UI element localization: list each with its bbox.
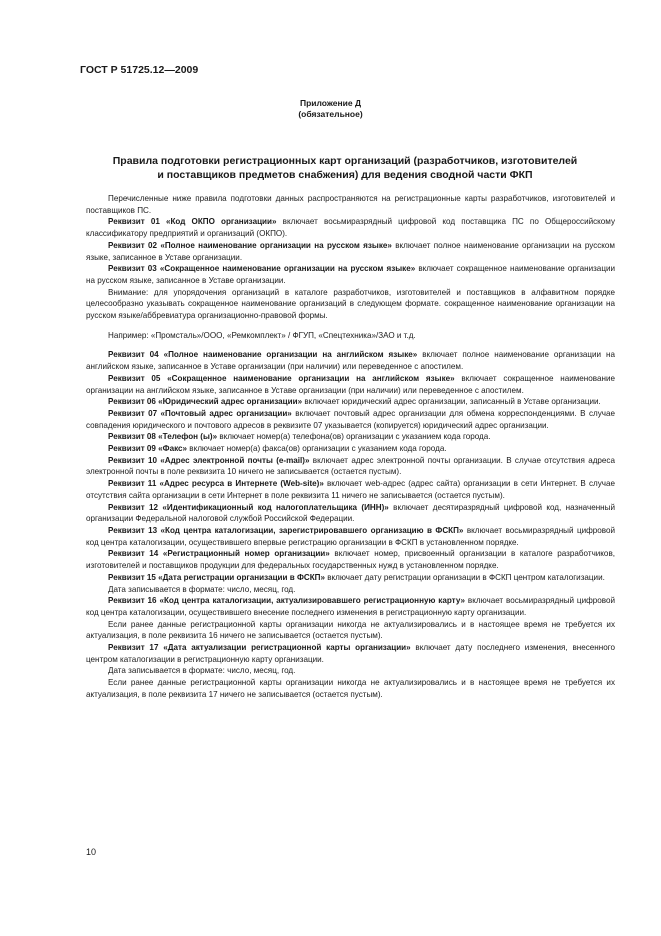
paragraph: [86, 263, 615, 286]
paragraph: [86, 455, 615, 478]
requisite-name: Реквизит 17 «Дата актуализации регистрационной карты организации»: [108, 643, 411, 653]
paragraph-text: включает сокращенное наименование организации на русском языке, записанное в Уставе организации.: [86, 264, 615, 285]
standard-header: ГОСТ Р 51725.12—2009: [80, 64, 199, 76]
paragraph-text: включает восьмиразрядный цифровой код поставщика ПС по Общероссийскому классификатору предприятий и организаций (ОКПО).: [86, 217, 615, 239]
paragraph-text: включает полное наименование организации на русском языке, записанное в Уставе организации.: [86, 240, 615, 262]
paragraph: [86, 240, 615, 263]
paragraph: [86, 216, 615, 239]
paragraph-text: включает номер(а) факса(ов) организации с указанием кода города.: [187, 444, 447, 454]
paragraph: [86, 572, 615, 584]
paragraph-text: включает номер, присвоенный организации в каталоге разработчиков, изготовителей и поставщиков продукции для федеральных государственных нужд в установленном порядке.: [86, 549, 615, 571]
paragraph: [86, 677, 615, 700]
paragraph: [86, 349, 615, 372]
paragraph-text: Внимание: для упорядочения организаций в каталоге разработчиков, изготовителей и поставщиков в алфавитном порядке целесообразно указывать сокращенное наименование организаций в следующем формате. сокращенное наименование организации на русском языке/аббревиатура организационно-правовой формы.: [86, 287, 615, 321]
paragraph-text: включает сокращенное наименование организации на английском языке, записанное в Уставе организации (при наличии) или переведенное с апостилем.: [86, 373, 615, 395]
requisite-name: Реквизит 13 «Код центра каталогизации, зарегистрировавшего организацию в ФСКП»: [108, 525, 464, 535]
paragraph: [86, 502, 615, 525]
paragraph-text: включает web-адрес (адрес сайта) организации в сети Интернет. В случае отсутствия сайта организации в сети Интернет в поле реквизита 11 ничего не записывается (остается пустым).: [86, 479, 615, 500]
paragraph-text: включает дату последнего изменения, внесенного центром каталогизации в регистрационную карту организации.: [86, 643, 615, 664]
requisite-name: Реквизит 11 «Адрес ресурса в Интернете (Web-site)»: [108, 479, 324, 489]
document-title: [90, 154, 600, 182]
requisite-name: Реквизит 01 «Код ОКПО организации»: [108, 217, 277, 227]
requisite-name: Реквизит 06 «Юридический адрес организации»: [108, 397, 303, 407]
requisite-name: Реквизит 15 «Дата регистрации организации в ФСКП»: [108, 572, 325, 582]
paragraph-text: Если ранее данные регистрационной карты организации никогда не актуализировались и в настоящее время не требуется их актуализация, в поле реквизита 17 ничего не записывается (остается пустым).: [86, 678, 615, 699]
paragraph-text: включает адрес электронной почты организации. В случае отсутствия адреса электронной почты в поле реквизита 10 ничего не записывается (остается пустым).: [86, 455, 615, 477]
paragraph-text: включает восьмиразрядный цифровой код центра каталогизации, осуществившего внесение последнего изменения в регистрационную карту организации.: [86, 596, 615, 617]
annex-heading: [0, 98, 661, 120]
annex-title: Приложение Д: [299, 98, 362, 108]
paragraph: [86, 330, 615, 342]
paragraph-text: Если ранее данные регистрационной карты организации никогда не актуализировались и в настоящее время не требуется их актуализация, в поле реквизита 16 ничего не записывается (остается пустым).: [86, 619, 615, 641]
paragraph-text: Дата записывается в формате: число, месяц, год.: [108, 666, 296, 676]
paragraph: [86, 525, 615, 548]
requisite-name: Реквизит 16 «Код центра каталогизации, актуализировавшего регистрационную карту»: [108, 596, 466, 606]
paragraph-text: включает дату регистрации организации в ФСКП центром каталогизации.: [324, 572, 605, 582]
requisite-name: Реквизит 10 «Адрес электронной почты (e-mail)»: [108, 455, 310, 465]
paragraph-text: включает полное наименование организации на английском языке, записанное в Уставе организации (при наличии) или переведенное с апостилем.: [86, 350, 616, 372]
paragraph: [86, 396, 615, 408]
paragraph-text: Например: «Промсталь»/ООО, «Ремкомплект» / ФГУП, «Спецтехника»/ЗАО и т.д.: [108, 330, 416, 340]
document-title-line-2: и поставщиков предметов снабжения) для ведения сводной части ФКП: [157, 169, 533, 181]
paragraph: [86, 595, 615, 618]
requisite-name: Реквизит 12 «Идентификационный код налогоплательщика (ИНН)»: [108, 502, 389, 512]
requisite-name: Реквизит 08 «Телефон (ы)»: [108, 432, 218, 442]
paragraph: [86, 431, 615, 443]
paragraph: [86, 287, 615, 322]
paragraph-text: включает восьмиразрядный цифровой код центра каталогизации, осуществившего впервые регистрацию организации в ФСКП в установленном порядке.: [86, 525, 615, 547]
paragraph-text: включает почтовый адрес организации для обмена корреспонденциями. В случае совпадения юридического и почтового адресов в реквизите 07 указывается (копируется) юридический адрес организации.: [86, 408, 615, 430]
document-title-line-1: Правила подготовки регистрационных карт организаций (разработчиков, изготовителей: [112, 155, 578, 167]
requisite-name: Реквизит 09 «Факс»: [108, 444, 188, 454]
paragraph-text: включает номер(а) телефона(ов) организации с указанием кода города.: [217, 432, 491, 442]
paragraph: [86, 584, 615, 596]
paragraph: [86, 373, 615, 396]
paragraph: [86, 478, 615, 501]
paragraph-text: включает десятиразрядный цифровой код, назначенный организации Федеральной налоговой службой Российской Федерации.: [86, 502, 615, 524]
requisite-name: Реквизит 07 «Почтовый адрес организации»: [108, 408, 292, 418]
page-number: 10: [86, 847, 97, 857]
paragraph: [86, 193, 615, 216]
paragraph: [86, 443, 615, 455]
document-body: [86, 193, 615, 701]
requisite-name: Реквизит 05 «Сокращенное наименование организации на английском языке»: [108, 373, 455, 383]
paragraph: [86, 548, 615, 571]
paragraph: [86, 642, 615, 665]
requisite-name: Реквизит 03 «Сокращенное наименование организации на русском языке»: [108, 264, 416, 274]
requisite-name: Реквизит 04 «Полное наименование организации на английском языке»: [108, 350, 418, 360]
paragraph-text: включает юридический адрес организации, записанный в Уставе организации.: [302, 397, 601, 407]
paragraph: [86, 619, 615, 642]
requisite-name: Реквизит 14 «Регистрационный номер организации»: [108, 549, 330, 559]
paragraph: [86, 408, 615, 431]
paragraph-text: Перечисленные ниже правила подготовки данных распространяются на регистрационные карты разработчиков, изготовителей и поставщиков ПС.: [86, 194, 615, 215]
annex-status: (обязательное): [298, 109, 363, 119]
paragraph: [86, 665, 615, 677]
paragraph-text: Дата записывается в формате: число, месяц, год.: [108, 584, 296, 594]
requisite-name: Реквизит 02 «Полное наименование организации на русском языке»: [108, 240, 392, 250]
